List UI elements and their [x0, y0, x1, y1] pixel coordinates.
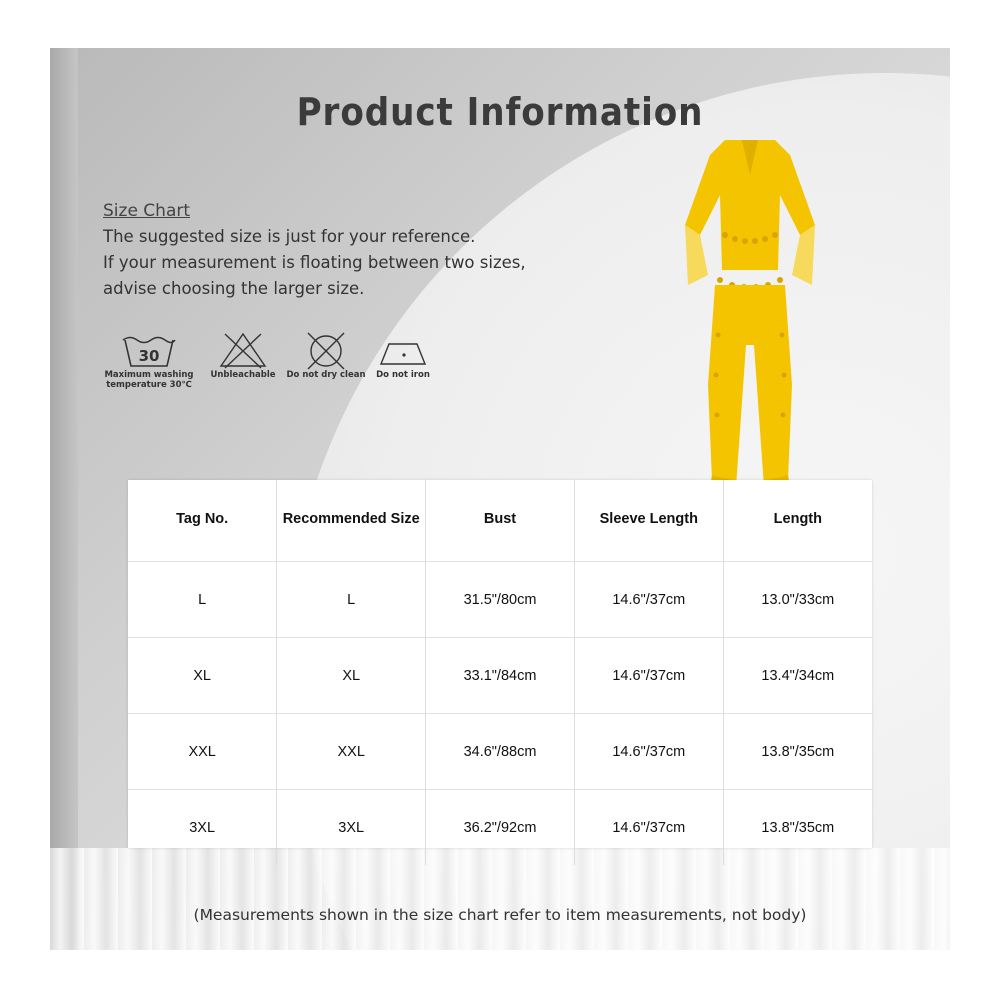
size-note-line: If your measurement is floating between two sizes, [103, 253, 526, 272]
page-title: Product Information [296, 90, 704, 134]
table-row [128, 562, 872, 638]
wall-shadow [50, 48, 78, 950]
table-cell: 13.0"/33cm [723, 562, 872, 638]
care-item-wash [100, 330, 198, 390]
care-item-iron [372, 330, 434, 380]
header-tag-no: Tag No. [128, 480, 277, 562]
care-label: Maximum washing [104, 370, 194, 380]
table-cell: 3XL [128, 790, 277, 866]
table-cell: XXL [277, 714, 426, 790]
table-cell: XL [277, 638, 426, 714]
size-note-line: advise choosing the larger size. [103, 279, 365, 298]
size-chart-heading: Size Chart [103, 201, 191, 221]
header-recommended-size: Recommended Size [277, 480, 426, 562]
table-header-row [128, 480, 872, 562]
table-cell: XXL [128, 714, 277, 790]
table-cell: 14.6"/37cm [574, 790, 723, 866]
size-table-grid [128, 480, 872, 865]
table-cell: 34.6"/88cm [426, 714, 575, 790]
header-sleeve-length: Sleeve Length [574, 480, 723, 562]
care-label: temperature 30℃ [106, 380, 192, 390]
table-cell: 13.8"/35cm [723, 714, 872, 790]
care-item-dry-clean [283, 330, 369, 380]
table-cell: L [128, 562, 277, 638]
table-cell: 3XL [277, 790, 426, 866]
svg-text:30: 30 [138, 347, 160, 365]
size-note-line: The suggested size is just for your reference. [103, 227, 476, 246]
measurement-footnote: (Measurements shown in the size chart refer to item measurements, not body) [193, 906, 807, 924]
table-cell: 14.6"/37cm [574, 638, 723, 714]
product-outfit-image [680, 135, 820, 500]
table-cell: 14.6"/37cm [574, 714, 723, 790]
wash-30-icon [117, 330, 181, 370]
size-table [128, 480, 872, 848]
table-cell: 36.2"/92cm [426, 790, 575, 866]
care-label: Unbleachable [210, 370, 276, 380]
header-length: Length [723, 480, 872, 562]
table-cell: XL [128, 638, 277, 714]
no-bleach-icon [217, 330, 269, 370]
table-cell: 13.4"/34cm [723, 638, 872, 714]
table-row [128, 638, 872, 714]
table-cell: 14.6"/37cm [574, 562, 723, 638]
care-label: Do not iron [376, 370, 430, 380]
table-row [128, 790, 872, 866]
table-cell: 13.8"/35cm [761, 819, 835, 836]
table-cell: 33.1"/84cm [426, 638, 575, 714]
table-row [128, 714, 872, 790]
no-iron-icon [375, 330, 431, 370]
care-item-bleach [207, 330, 279, 380]
no-dry-clean-icon [300, 330, 352, 370]
header-bust: Bust [426, 480, 575, 562]
care-label: Do not dry clean [286, 370, 366, 380]
table-cell: 31.5"/80cm [426, 562, 575, 638]
table-cell: L [277, 562, 426, 638]
